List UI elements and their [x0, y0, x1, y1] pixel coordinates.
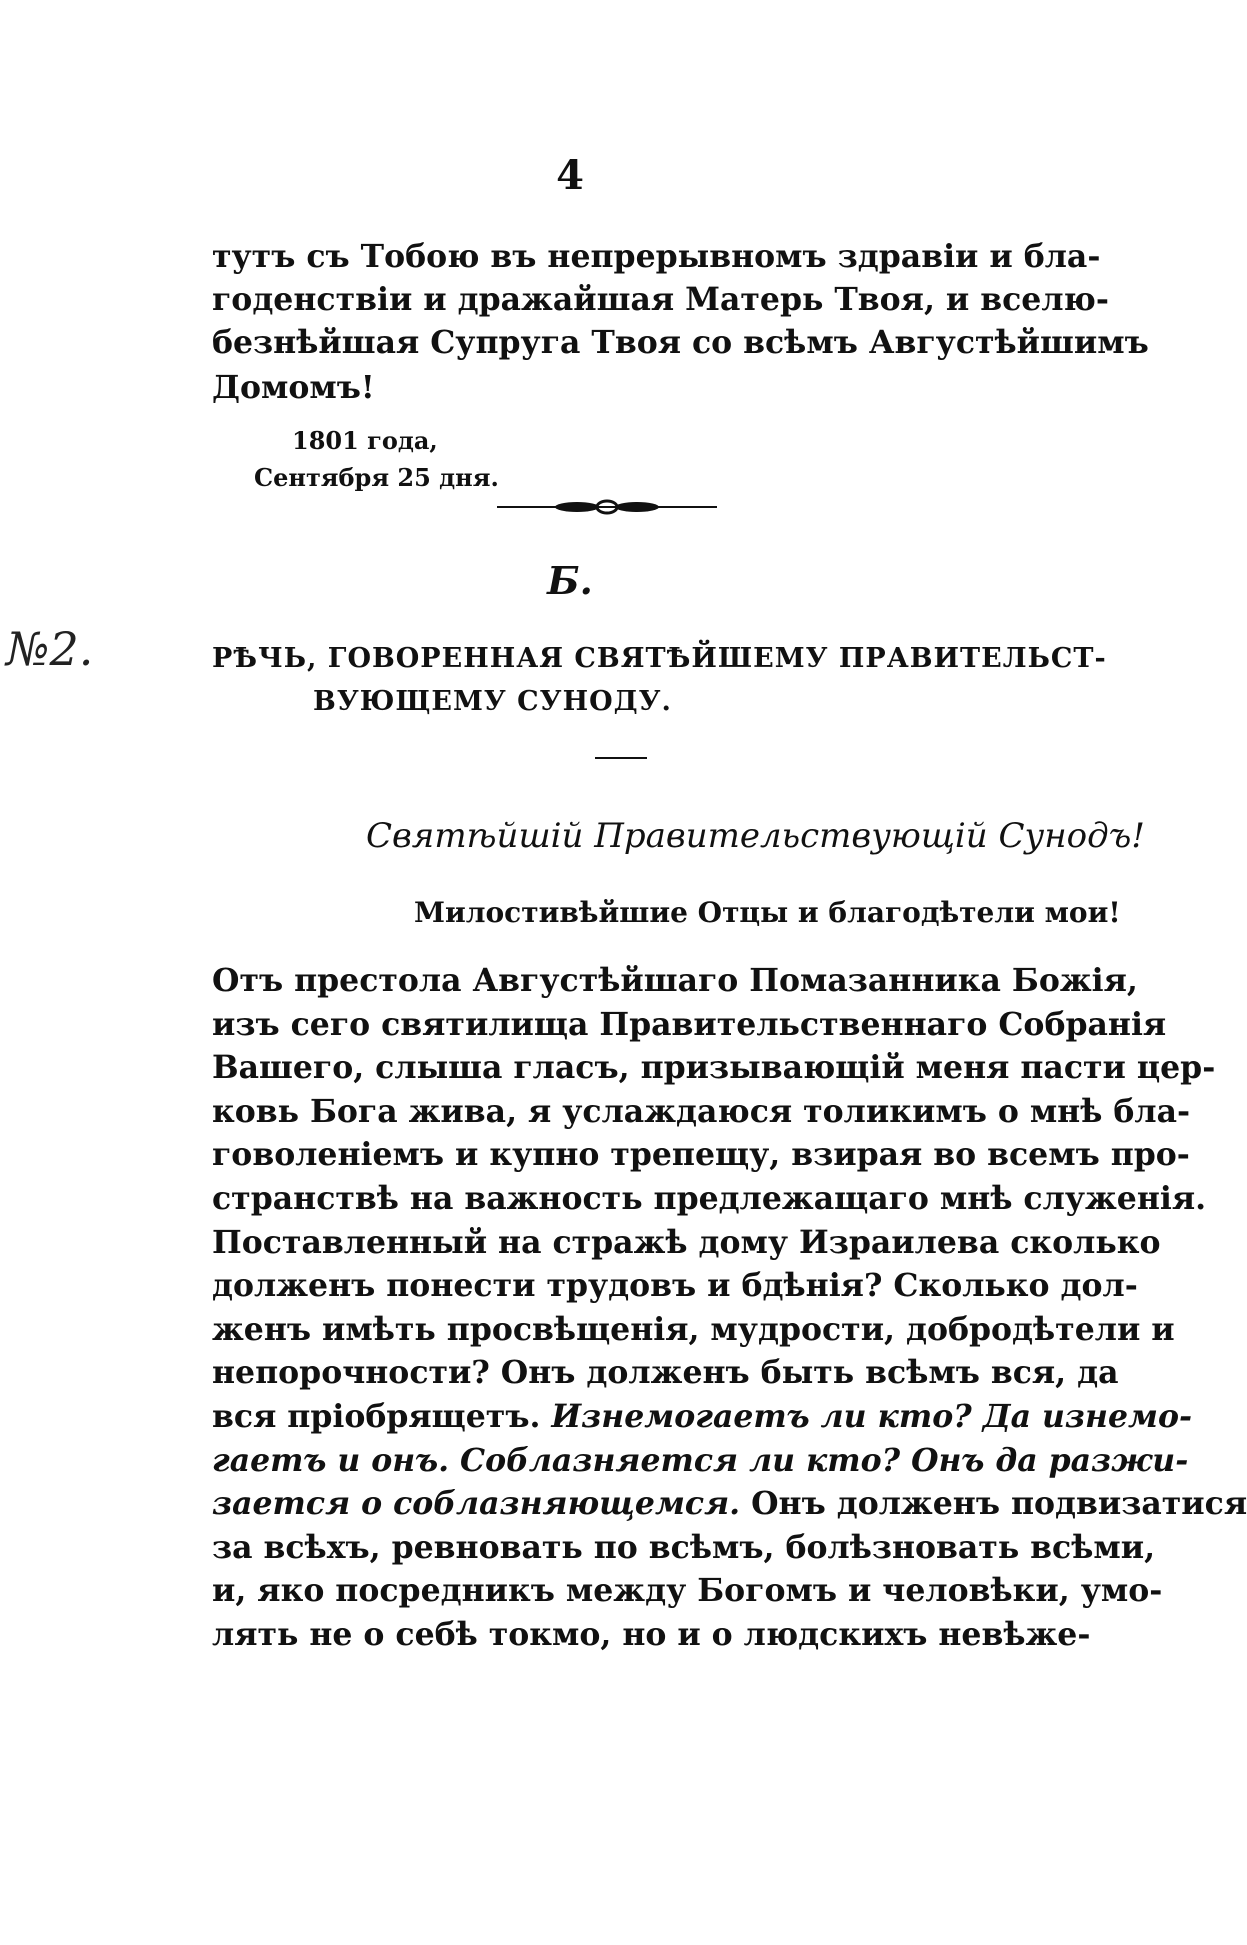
- body-line-13: [212, 1483, 1247, 1525]
- margin-note-handwritten: №2.: [6, 622, 94, 676]
- address-line: Святѣйшій Правительствующій Сунодъ!: [366, 816, 1145, 856]
- body-line-15: и, яко посредникъ между Богомъ и человѣки, умо-: [212, 1572, 1163, 1609]
- date-day: Сентября 25 дня.: [254, 463, 499, 492]
- speech-title-line-2: ВУЮЩЕМУ СУНОДУ.: [313, 686, 672, 717]
- body-line-11-plain: вся пріобрящетъ.: [212, 1398, 552, 1435]
- body-line-13-quote: зается о соблазняющемся.: [212, 1485, 741, 1522]
- salutation-line: Милостивѣйшие Отцы и благодѣтели мои!: [414, 896, 1121, 929]
- continuation-line-2: годенствіи и дражайшая Матерь Твоя, и вселю-: [212, 281, 1109, 318]
- body-line-16: лять не о себѣ токмо, но и о людскихъ невѣже-: [212, 1616, 1091, 1653]
- body-line-4: ковь Бога жива, я услаждаюся толикимъ о мнѣ бла-: [212, 1093, 1191, 1130]
- continuation-line-3: безнѣйшая Супруга Твоя со всѣмъ Августѣйшимъ: [212, 324, 1149, 361]
- title-rule: [595, 757, 647, 759]
- body-line-1: Отъ престола Августѣйшаго Помазанника Божія,: [212, 962, 1138, 999]
- body-line-2: изъ сего святилища Правительственнаго Собранія: [212, 1006, 1167, 1043]
- body-line-7: Поставленный на стражѣ дому Израилева сколько: [212, 1224, 1161, 1261]
- body-line-13-plain: Онъ долженъ подвизатися: [740, 1485, 1247, 1522]
- body-line-6: странствѣ на важность предлежащаго мнѣ служенія.: [212, 1180, 1207, 1217]
- body-line-11-quote: Изнемогаетъ ли кто? Да изнемо-: [551, 1398, 1193, 1435]
- date-year: 1801 года,: [292, 426, 438, 455]
- body-line-3: Вашего, слыша гласъ, призывающій меня пасти цер-: [212, 1049, 1216, 1086]
- body-line-8: долженъ понести трудовъ и бдѣнія? Сколько дол-: [212, 1267, 1138, 1304]
- body-line-11: [212, 1396, 1193, 1438]
- body-line-5: говоленіемъ и купно трепещу, взирая во всемъ про-: [212, 1136, 1190, 1173]
- ornament-divider: [497, 496, 717, 518]
- body-line-12: гаетъ и онъ. Соблазняется ли кто? Онъ да разжи-: [212, 1442, 1189, 1479]
- section-letter: Б.: [547, 558, 593, 603]
- continuation-line-1: тутъ съ Тобою въ непрерывномъ здравіи и бла-: [212, 238, 1101, 275]
- body-line-14: за всѣхъ, ревновать по всѣмъ, болѣзновать всѣми,: [212, 1529, 1156, 1566]
- page-number: 4: [556, 152, 584, 199]
- continuation-line-4: Домомъ!: [212, 369, 375, 406]
- body-line-9: женъ имѣть просвѣщенія, мудрости, добродѣтели и: [212, 1311, 1175, 1348]
- speech-title-line-1: РѢЧЬ, ГОВОРЕННАЯ СВЯТѢЙШЕМУ ПРАВИТЕЛЬСТ-: [212, 643, 1107, 674]
- body-line-10: непорочности? Онъ долженъ быть всѣмъ вся, да: [212, 1354, 1119, 1391]
